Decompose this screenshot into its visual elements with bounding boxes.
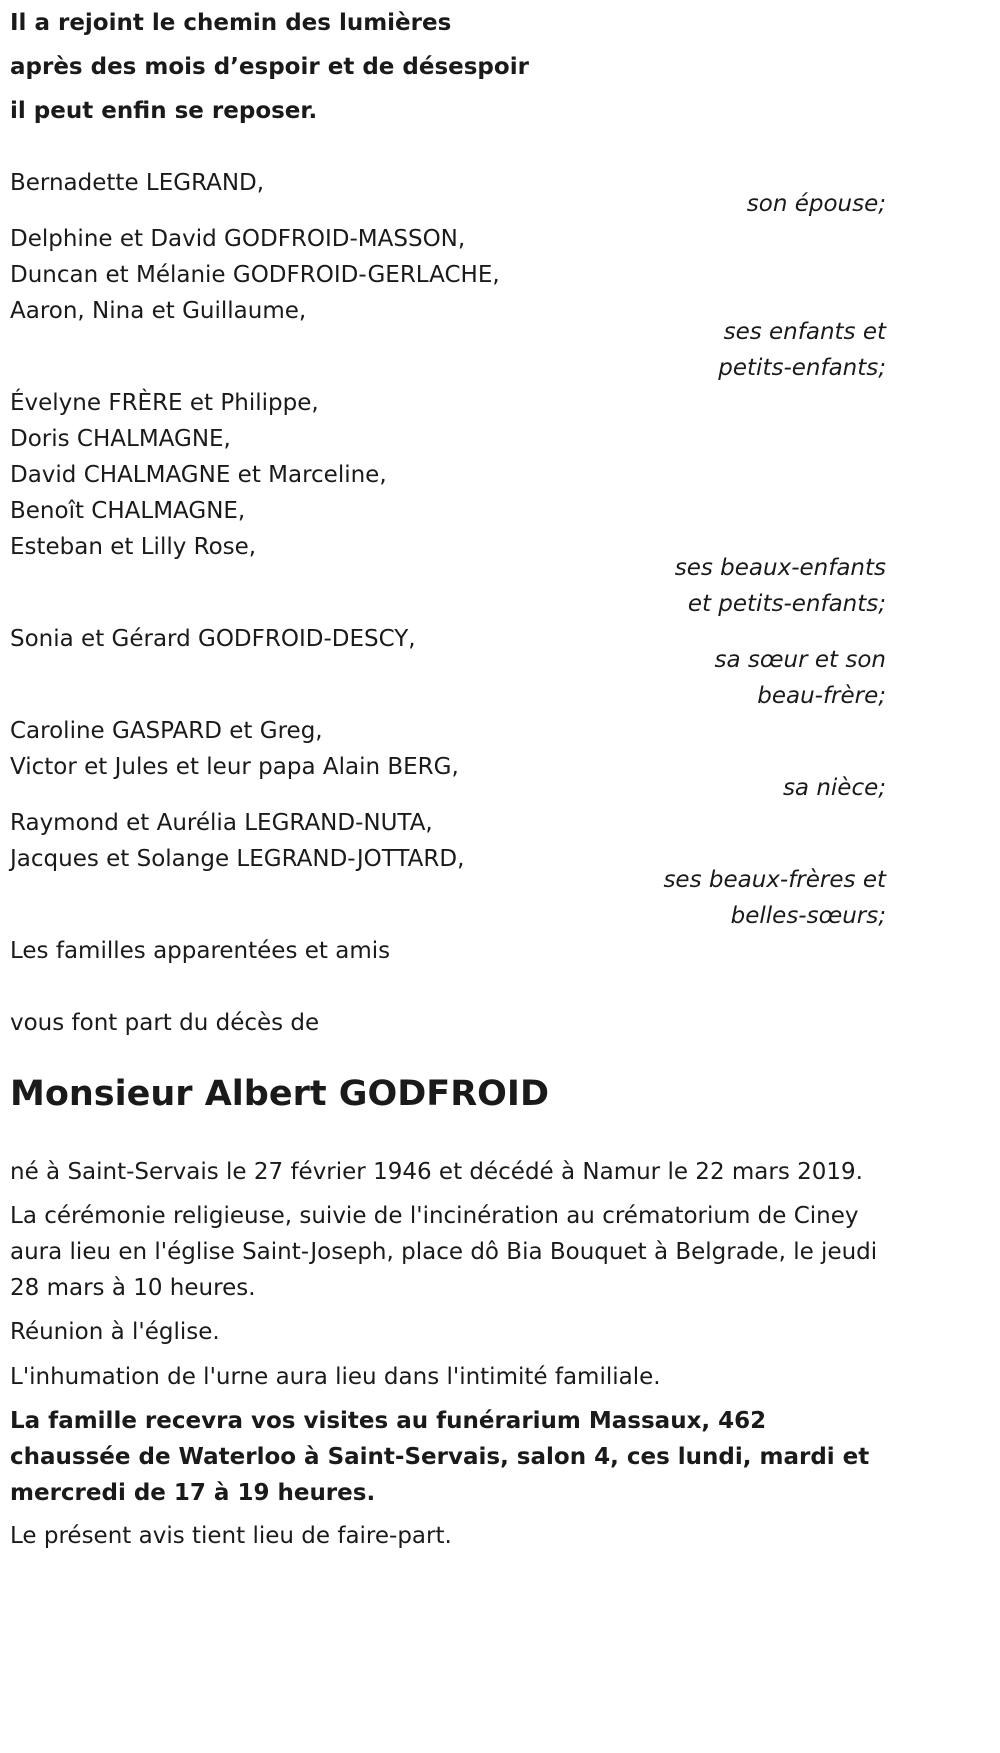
family-name: Bernadette LEGRAND, [10, 170, 265, 196]
families-line: Les familles apparentées et amis [10, 938, 391, 964]
relation-label: son épouse; [746, 191, 886, 217]
intro-line-3: il peut enfin se reposer. [10, 98, 318, 124]
family-name: Aaron, Nina et Guillaume, [10, 298, 307, 324]
family-name: Jacques et Solange LEGRAND-JOTTARD, [10, 846, 465, 872]
family-name: Sonia et Gérard GODFROID-DESCY, [10, 626, 416, 652]
visits-paragraph: La famille recevra vos visites au funérarium Massaux, 462 chaussée de Waterloo à Saint-Servais, salon 4, ces lundi, mardi et mercredi de 17 à 19 heures. [10, 1408, 870, 1506]
family-name: Caroline GASPARD et Greg, [10, 718, 323, 744]
deceased-name: Monsieur Albert GODFROID [10, 1074, 549, 1114]
relation-label: ses beaux-enfants [674, 555, 886, 581]
relation-label: ses beaux-frères et [663, 867, 886, 893]
notice-paragraph: Le présent avis tient lieu de faire-part. [10, 1523, 452, 1549]
family-name: Esteban et Lilly Rose, [10, 534, 257, 560]
relation-label: petits-enfants; [718, 355, 886, 381]
family-name: Delphine et David GODFROID-MASSON, [10, 226, 466, 252]
family-name: Raymond et Aurélia LEGRAND-NUTA, [10, 810, 433, 836]
intro-line-2: après des mois d’espoir et de désespoir [10, 54, 529, 80]
birth-paragraph: né à Saint-Servais le 27 février 1946 et décédé à Namur le 22 mars 2019. [10, 1159, 863, 1185]
relation-label: sa sœur et son [714, 647, 886, 673]
burial-paragraph: L'inhumation de l'urne aura lieu dans l'intimité familiale. [10, 1364, 661, 1390]
relation-label: beau-frère; [757, 683, 886, 709]
ceremony-paragraph: La cérémonie religieuse, suivie de l'incinération au crématorium de Ciney aura lieu en l'église Saint-Joseph, place dô Bia Bouquet à Belgrade, le jeudi 28 mars à 10 heures. [10, 1203, 878, 1301]
family-name: Duncan et Mélanie GODFROID-GERLACHE, [10, 262, 500, 288]
relation-label: et petits-enfants; [687, 591, 886, 617]
family-name: Évelyne FRÈRE et Philippe, [10, 390, 319, 416]
relation-label: belles-sœurs; [730, 903, 886, 929]
announce-line: vous font part du décès de [10, 1010, 320, 1036]
family-name: Benoît CHALMAGNE, [10, 498, 246, 524]
relation-label: sa nièce; [782, 775, 886, 801]
meeting-paragraph: Réunion à l'église. [10, 1319, 220, 1345]
family-name: Doris CHALMAGNE, [10, 426, 231, 452]
intro-line-1: Il a rejoint le chemin des lumières [10, 10, 452, 36]
family-name: David CHALMAGNE et Marceline, [10, 462, 387, 488]
relation-label: ses enfants et [723, 319, 886, 345]
family-name: Victor et Jules et leur papa Alain BERG, [10, 754, 459, 780]
